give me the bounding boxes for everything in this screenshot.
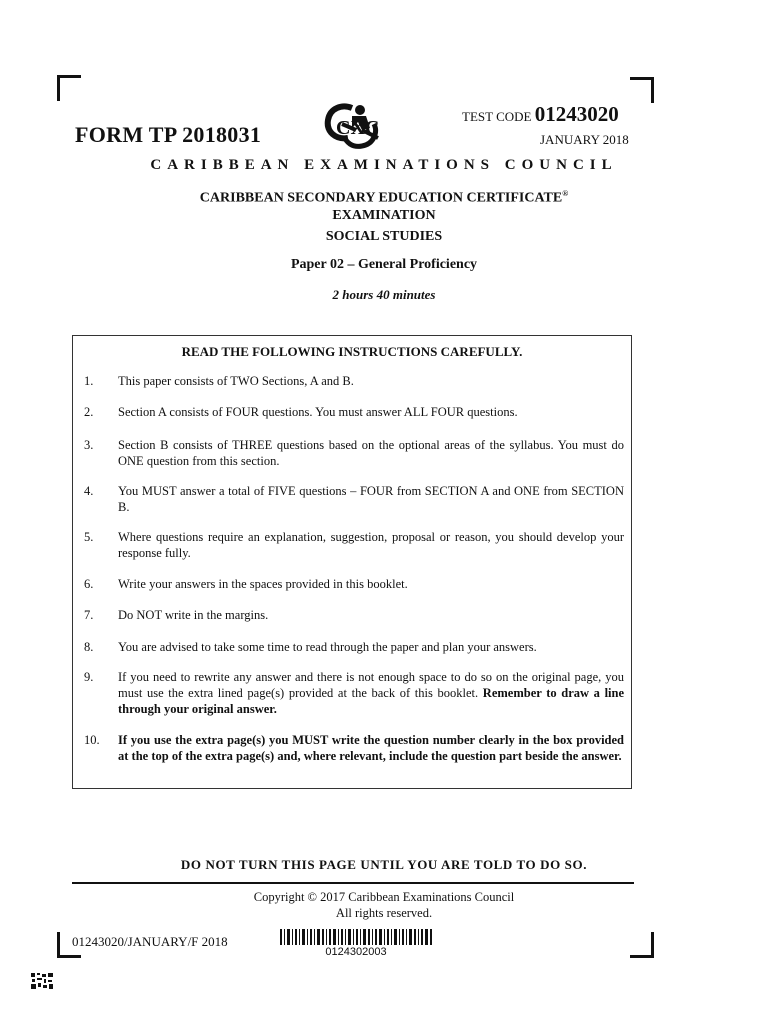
instruction-text: You MUST answer a total of FIVE questions – FOUR from SECTION A and ONE from SECTION B.: [118, 484, 624, 514]
exam-date: JANUARY 2018: [540, 132, 629, 147]
barcode-number: 0124302003: [325, 946, 387, 958]
test-code-number: 01243020: [534, 102, 619, 126]
certificate-line2: EXAMINATION: [332, 207, 436, 223]
instruction-text-plain: If you need to rewrite any answer and there is not enough space to do so on the original page, you must use the extra lined page(s) provided at the back of this booklet.: [118, 670, 624, 700]
instruction-text-bold: If you use the extra page(s) you MUST write the question number clearly in the box provided at the top of the extra page(s) and, where relevant, include the question part beside the answer.: [118, 733, 624, 763]
instruction-number: 4.: [84, 484, 94, 498]
instruction-number: 7.: [84, 608, 94, 622]
certificate-line1: CARIBBEAN SECONDARY EDUCATION CERTIFICATE: [199, 190, 563, 206]
instruction-text: [118, 732, 624, 764]
instruction-text: Section B consists of THREE questions based on the optional areas of the syllabus. You must do ONE question from this section.: [118, 438, 624, 468]
copyright-text: Copyright © 2017 Caribbean Examinations Council: [253, 890, 515, 904]
scan-code-icon: [30, 972, 54, 990]
barcode: [280, 929, 432, 945]
instructions-title: READ THE FOLLOWING INSTRUCTIONS CAREFULLY.: [181, 344, 523, 359]
instruction-text: Where questions require an explanation, suggestion, proposal or reason, you should develop your response fully.: [118, 530, 624, 560]
instruction-number: 1.: [84, 374, 94, 388]
registered-mark: ®: [562, 189, 569, 198]
corner-mark-bottom-left-h: [57, 955, 81, 958]
corner-mark-top-left-v: [57, 75, 60, 101]
cxc-logo: [322, 98, 390, 150]
instruction-text: Write your answers in the spaces provided in this booklet.: [118, 577, 408, 591]
footer-rule: [72, 882, 634, 884]
subject-title: SOCIAL STUDIES: [325, 229, 443, 244]
council-name: CARIBBEAN EXAMINATIONS COUNCIL: [150, 157, 618, 173]
instruction-text: [118, 669, 624, 717]
corner-mark-top-right-v: [651, 77, 654, 103]
instruction-number: 6.: [84, 577, 94, 591]
instruction-text: Do NOT write in the margins.: [118, 608, 269, 622]
instruction-number: 2.: [84, 405, 94, 419]
instruction-text: Section A consists of FOUR questions. You must answer ALL FOUR questions.: [118, 405, 518, 419]
instruction-text: You are advised to take some time to read through the paper and plan your answers.: [118, 640, 537, 654]
corner-mark-top-left-h: [57, 75, 81, 78]
corner-mark-top-right-h: [630, 77, 654, 80]
copyright-notice: [0, 889, 768, 921]
instruction-number: 3.: [84, 438, 94, 452]
certificate-title: [0, 185, 768, 224]
instruction-text-bold: Remember to draw a line through your original answer.: [118, 686, 625, 716]
instruction-number: 5.: [84, 530, 94, 544]
logo-text: CXC: [336, 117, 380, 139]
instruction-number: 10.: [84, 733, 100, 747]
instruction-text: This paper consists of TWO Sections, A and B.: [118, 374, 354, 388]
test-code: [462, 102, 619, 127]
test-code-label: TEST CODE: [462, 109, 532, 124]
paper-code: 01243020/JANUARY/F 2018: [72, 934, 228, 949]
instruction-number: 8.: [84, 640, 94, 654]
instruction-number: 9.: [84, 670, 94, 684]
corner-mark-bottom-right-h: [630, 955, 654, 958]
form-code: FORM TP 2018031: [75, 122, 262, 147]
do-not-turn-warning: DO NOT TURN THIS PAGE UNTIL YOU ARE TOLD TO DO SO.: [180, 857, 588, 872]
duration: 2 hours 40 minutes: [332, 287, 436, 302]
rights-text: All rights reserved.: [335, 906, 433, 920]
paper-title: Paper 02 – General Proficiency: [290, 257, 478, 272]
